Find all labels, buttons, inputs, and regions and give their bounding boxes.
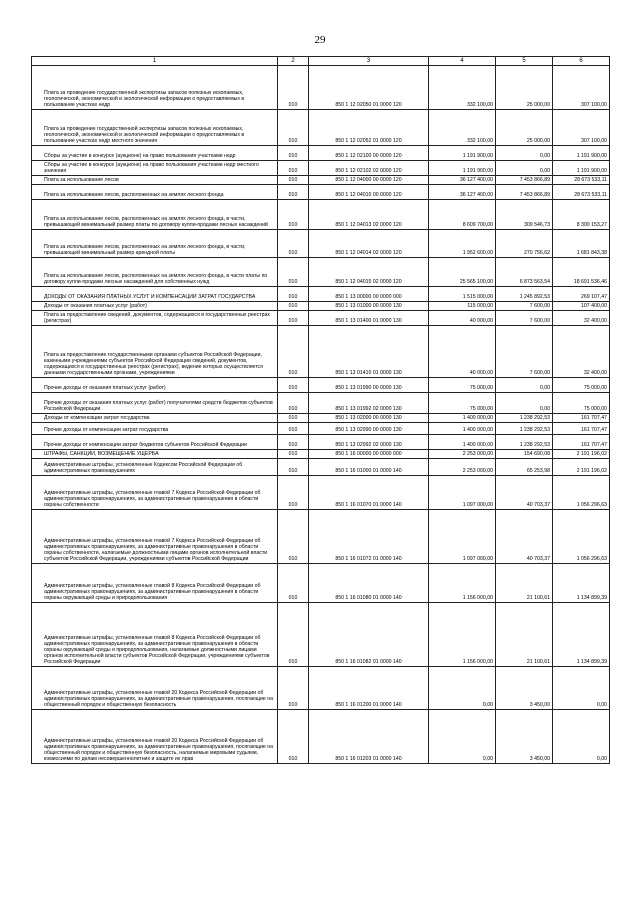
table-row: [32, 603, 610, 667]
row-name-cell: [32, 146, 278, 161]
remaining-amount-cell: 18 691 536,46: [553, 258, 610, 287]
row-name-text: Плата за предоставление сведений, документов, содержащихся в государственных реестрах (регистрах): [44, 311, 270, 324]
budget-code-cell: 850 1 13 00000 00 0000 000: [309, 287, 429, 302]
row-name-cell: [32, 564, 278, 603]
remaining-amount-cell: 32 400,00: [553, 326, 610, 378]
row-name-cell: [32, 450, 278, 459]
row-name-text: Плата за использование лесов, расположенных на землях лесного фонда, в части, превышающей минимальный размер арендной платы: [44, 243, 246, 256]
remaining-amount-cell: 75 000,00: [553, 378, 610, 393]
planned-amount-cell: 1 191 900,00: [429, 146, 496, 161]
row-name-text: Сборы за участие в конкурсе (аукционе) на право пользования участками недр местного значения: [44, 161, 259, 174]
row-code-cell: 010: [278, 450, 309, 459]
executed-amount-cell: 7 453 866,89: [496, 176, 553, 185]
row-name-cell: [32, 459, 278, 476]
table-row: [32, 326, 610, 378]
row-name-text: Плата за проведение государственной экспертизы запасов полезных ископаемых, геологической, экономической и экологической информации о предоставляемых в пользование участках недр местного значения: [44, 125, 245, 144]
row-code-cell: 010: [278, 564, 309, 603]
executed-amount-cell: 1 238 292,53: [496, 423, 553, 435]
row-name-text: ДОХОДЫ ОТ ОКАЗАНИЯ ПЛАТНЫХ УСЛУГ И КОМПЕНСАЦИИ ЗАТРАТ ГОСУДАРСТВА: [44, 293, 256, 300]
row-code-cell: 010: [278, 414, 309, 423]
row-name-text: Доходы от оказания платных услуг (работ): [44, 302, 147, 309]
row-name-cell: [32, 311, 278, 326]
row-name-cell: [32, 287, 278, 302]
row-code-cell: 010: [278, 258, 309, 287]
revenue-table: [31, 56, 610, 764]
budget-code-cell: 850 1 13 02992 02 0000 130: [309, 435, 429, 450]
row-code-cell: 010: [278, 230, 309, 258]
table-row: [32, 667, 610, 710]
row-code-cell: 010: [278, 66, 309, 110]
budget-code-cell: 850 1 16 01203 01 0000 140: [309, 710, 429, 764]
row-name-text: Прочие доходы от оказания платных услуг (работ): [44, 384, 166, 391]
row-name-text: Административные штрафы, установленные главой 7 Кодекса Российской Федерации об административных правонарушениях, за административные правонарушения в области охраны собственности, налагаемые должностными лицами органов исполнительной власти субъектов Российской Федерации, учреждениями субъектов Российской Федерации: [44, 537, 268, 562]
remaining-amount-cell: 8 300 153,27: [553, 200, 610, 230]
table-row: [32, 146, 610, 161]
table-row: [32, 510, 610, 564]
executed-amount-cell: 25 000,00: [496, 66, 553, 110]
row-code-cell: 010: [278, 311, 309, 326]
budget-code-cell: 850 1 16 01070 01 0000 140: [309, 476, 429, 510]
remaining-amount-cell: 307 100,00: [553, 110, 610, 146]
row-name-cell: [32, 510, 278, 564]
table-row: [32, 435, 610, 450]
budget-code-cell: 850 1 12 04010 00 0000 120: [309, 185, 429, 200]
table-row: [32, 230, 610, 258]
row-code-cell: 010: [278, 378, 309, 393]
row-name-cell: [32, 176, 278, 185]
row-code-cell: 010: [278, 667, 309, 710]
row-code-cell: 010: [278, 476, 309, 510]
planned-amount-cell: 40 000,00: [429, 311, 496, 326]
remaining-amount-cell: 307 100,00: [553, 66, 610, 110]
row-name-text: Прочие доходы от компенсации затрат государства: [44, 426, 169, 433]
row-name-text: Прочие доходы от оказания платных услуг (работ) получателями средств бюджетов субъектов Российской Федерации: [44, 399, 273, 412]
row-name-text: Плата за использование лесов, расположенных на землях лесного фонда, в части, превышающей минимальный размер платы по договору купли-продажи лесных насаждений: [44, 215, 268, 228]
row-name-cell: [32, 603, 278, 667]
remaining-amount-cell: 2 191 196,02: [553, 459, 610, 476]
executed-amount-cell: 0,00: [496, 161, 553, 176]
row-name-cell: [32, 710, 278, 764]
page-number: 29: [314, 34, 326, 46]
row-name-cell: [32, 378, 278, 393]
planned-amount-cell: 1 400 000,00: [429, 435, 496, 450]
planned-amount-cell: 1 400 000,00: [429, 414, 496, 423]
budget-code-cell: 850 1 12 04000 00 0000 120: [309, 176, 429, 185]
planned-amount-cell: 75 000,00: [429, 393, 496, 414]
row-name-text: Плата за использование лесов: [44, 176, 119, 183]
planned-amount-cell: 0,00: [429, 710, 496, 764]
row-name-text: Плата за использование лесов, расположенных на землях лесного фонда, в части платы по договору купли-продажи лесных насаждений для собственных нужд: [44, 272, 268, 285]
planned-amount-cell: 36 127 400,00: [429, 176, 496, 185]
table-row: [32, 564, 610, 603]
table-row: [32, 378, 610, 393]
budget-code-cell: 850 1 13 01400 01 0000 130: [309, 311, 429, 326]
remaining-amount-cell: 161 707,47: [553, 435, 610, 450]
row-code-cell: 010: [278, 302, 309, 311]
planned-amount-cell: 1 952 600,00: [429, 230, 496, 258]
row-name-cell: [32, 326, 278, 378]
row-name-cell: [32, 393, 278, 414]
remaining-amount-cell: 161 707,47: [553, 423, 610, 435]
row-name-text: Плата за предоставление государственными органами субъектов Российской Федерации, казенными учреждениями субъектов Российской Федерации сведений, документов, содержащихся в государственных реестрах (регистрах), ведение которых осуществляется данными государственными органами, учреждениями: [44, 351, 263, 376]
executed-amount-cell: 65 253,98: [496, 459, 553, 476]
planned-amount-cell: 1 191 900,00: [429, 161, 496, 176]
row-name-text: Административные штрафы, установленные главой 8 Кодекса Российской Федерации об административных правонарушениях, за административные правонарушения в области охраны окружающей среды и природопользования: [44, 582, 261, 601]
table-row: [32, 311, 610, 326]
planned-amount-cell: 1 156 000,00: [429, 603, 496, 667]
row-code-cell: 010: [278, 200, 309, 230]
row-code-cell: 010: [278, 161, 309, 176]
remaining-amount-cell: 1 191 900,00: [553, 161, 610, 176]
executed-amount-cell: 154 690,08: [496, 450, 553, 459]
budget-code-cell: 850 1 16 01080 01 0000 140: [309, 564, 429, 603]
row-name-text: Административные штрафы, установленные главой 20 Кодекса Российской Федерации об административных правонарушениях, за административные правонарушения, посягающие на общественный порядок и общественную безопасность, налагаемые мировыми судьями, комиссиями по делам несовершеннолетних и защите их прав: [44, 737, 273, 762]
table-row: [32, 185, 610, 200]
planned-amount-cell: 1 097 000,00: [429, 476, 496, 510]
column-header: 3: [309, 57, 429, 66]
row-name-text: Сборы за участие в конкурсе (аукционе) на право пользования участками недр: [44, 152, 236, 159]
row-code-cell: 010: [278, 185, 309, 200]
table-row: [32, 161, 610, 176]
table-row: [32, 414, 610, 423]
executed-amount-cell: 7 600,00: [496, 302, 553, 311]
table-row: [32, 302, 610, 311]
remaining-amount-cell: 0,00: [553, 667, 610, 710]
row-code-cell: 010: [278, 146, 309, 161]
executed-amount-cell: 1 245 892,53: [496, 287, 553, 302]
row-name-cell: [32, 66, 278, 110]
executed-amount-cell: 0,00: [496, 393, 553, 414]
budget-code-cell: 850 1 12 04013 02 0000 120: [309, 200, 429, 230]
executed-amount-cell: 40 703,37: [496, 476, 553, 510]
row-name-text: Прочие доходы от компенсации затрат бюджетов субъектов Российской Федерации: [44, 441, 247, 448]
executed-amount-cell: 3 450,00: [496, 710, 553, 764]
row-name-text: Доходы от компенсации затрат государства: [44, 414, 150, 421]
budget-code-cell: 850 1 16 01082 01 0000 140: [309, 603, 429, 667]
row-code-cell: 010: [278, 710, 309, 764]
row-name-text: Административные штрафы, установленные главой 8 Кодекса Российской Федерации об административных правонарушениях, за административные правонарушения в области охраны окружающей среды и природопользования, налагаемые должностными лицами органов исполнительной власти субъектов Российской Федерации, учреждениями субъектов Российской Федерации: [44, 634, 270, 665]
column-header: 4: [429, 57, 496, 66]
row-code-cell: 010: [278, 393, 309, 414]
table-row: [32, 710, 610, 764]
row-code-cell: 010: [278, 423, 309, 435]
budget-code-cell: 850 1 12 04015 02 0000 120: [309, 258, 429, 287]
table-row: [32, 66, 610, 110]
column-header: 6: [553, 57, 610, 66]
row-name-cell: [32, 414, 278, 423]
remaining-amount-cell: 1 056 296,63: [553, 476, 610, 510]
row-name-cell: [32, 258, 278, 287]
row-code-cell: 010: [278, 603, 309, 667]
row-name-text: Административные штрафы, установленные Кодексом Российской Федерации об административных правонарушениях: [44, 461, 243, 474]
row-name-text: Плата за использование лесов, расположенных на землях лесного фонда: [44, 191, 224, 198]
row-name-text: Административные штрафы, установленные главой 20 Кодекса Российской Федерации об административных правонарушениях, за административные правонарушения, посягающие на общественный порядок и общественную безопасность: [44, 689, 273, 708]
executed-amount-cell: 1 238 292,53: [496, 414, 553, 423]
budget-code-cell: 850 1 13 02990 00 0000 130: [309, 423, 429, 435]
planned-amount-cell: 115 000,00: [429, 302, 496, 311]
column-header: 5: [496, 57, 553, 66]
budget-code-cell: 850 1 12 02052 01 0000 120: [309, 110, 429, 146]
executed-amount-cell: 0,00: [496, 146, 553, 161]
table-row: [32, 200, 610, 230]
planned-amount-cell: 1 156 000,00: [429, 564, 496, 603]
row-name-text: Плата за проведение государственной экспертизы запасов полезных ископаемых, геологической, экономической и экологической информации о предоставляемых в пользование участках недр: [44, 89, 245, 108]
executed-amount-cell: 7 600,00: [496, 326, 553, 378]
table-row: [32, 110, 610, 146]
table-row: [32, 450, 610, 459]
remaining-amount-cell: 28 673 533,11: [553, 176, 610, 185]
planned-amount-cell: 1 097 000,00: [429, 510, 496, 564]
remaining-amount-cell: 32 400,00: [553, 311, 610, 326]
row-name-cell: [32, 302, 278, 311]
executed-amount-cell: 6 873 563,54: [496, 258, 553, 287]
planned-amount-cell: 40 000,00: [429, 326, 496, 378]
budget-code-cell: 850 1 16 01200 01 0000 140: [309, 667, 429, 710]
executed-amount-cell: 40 703,37: [496, 510, 553, 564]
remaining-amount-cell: 2 191 196,02: [553, 450, 610, 459]
row-code-cell: 010: [278, 110, 309, 146]
row-name-cell: [32, 110, 278, 146]
budget-code-cell: 850 1 16 01000 01 0000 140: [309, 459, 429, 476]
planned-amount-cell: 1 400 000,00: [429, 423, 496, 435]
budget-code-cell: 850 1 13 01990 00 0000 130: [309, 378, 429, 393]
executed-amount-cell: 0,00: [496, 378, 553, 393]
row-name-text: ШТРАФЫ, САНКЦИИ, ВОЗМЕЩЕНИЕ УЩЕРБА: [44, 450, 159, 457]
row-code-cell: 010: [278, 176, 309, 185]
planned-amount-cell: 36 127 400,00: [429, 185, 496, 200]
row-code-cell: 010: [278, 435, 309, 450]
executed-amount-cell: 1 238 292,53: [496, 435, 553, 450]
remaining-amount-cell: 1 191 900,00: [553, 146, 610, 161]
remaining-amount-cell: 1 134 899,39: [553, 603, 610, 667]
planned-amount-cell: 75 000,00: [429, 378, 496, 393]
executed-amount-cell: 21 100,61: [496, 564, 553, 603]
table-row: [32, 176, 610, 185]
row-name-text: Административные штрафы, установленные главой 7 Кодекса Российской Федерации об административных правонарушениях, за административные правонарушения в области охраны собственности: [44, 489, 261, 508]
table-row: [32, 258, 610, 287]
budget-code-cell: 850 1 13 01410 01 0000 130: [309, 326, 429, 378]
remaining-amount-cell: 1 056 296,63: [553, 510, 610, 564]
planned-amount-cell: 8 609 700,00: [429, 200, 496, 230]
row-code-cell: 010: [278, 459, 309, 476]
remaining-amount-cell: 1 134 899,39: [553, 564, 610, 603]
executed-amount-cell: 21 100,61: [496, 603, 553, 667]
remaining-amount-cell: 28 673 533,11: [553, 185, 610, 200]
budget-code-cell: 850 1 13 02000 00 0000 130: [309, 414, 429, 423]
executed-amount-cell: 270 756,62: [496, 230, 553, 258]
remaining-amount-cell: 161 707,47: [553, 414, 610, 423]
remaining-amount-cell: 1 681 843,38: [553, 230, 610, 258]
budget-code-cell: 850 1 12 02102 02 0000 120: [309, 161, 429, 176]
row-name-cell: [32, 423, 278, 435]
budget-code-cell: 850 1 12 04014 02 0000 120: [309, 230, 429, 258]
table-header-row: [32, 57, 610, 66]
column-header: 1: [32, 57, 278, 66]
table-row: [32, 287, 610, 302]
executed-amount-cell: 3 450,00: [496, 667, 553, 710]
remaining-amount-cell: 0,00: [553, 710, 610, 764]
row-name-cell: [32, 230, 278, 258]
executed-amount-cell: 7 600,00: [496, 311, 553, 326]
row-code-cell: 010: [278, 287, 309, 302]
budget-code-cell: 850 1 12 02050 01 0000 120: [309, 66, 429, 110]
planned-amount-cell: 2 253 000,00: [429, 459, 496, 476]
table-row: [32, 423, 610, 435]
column-header: 2: [278, 57, 309, 66]
row-name-cell: [32, 185, 278, 200]
executed-amount-cell: 25 000,00: [496, 110, 553, 146]
budget-code-cell: 850 1 12 02100 00 0000 120: [309, 146, 429, 161]
planned-amount-cell: 2 253 000,00: [429, 450, 496, 459]
row-name-cell: [32, 200, 278, 230]
planned-amount-cell: 332 100,00: [429, 66, 496, 110]
table-row: [32, 393, 610, 414]
row-name-cell: [32, 476, 278, 510]
row-name-cell: [32, 435, 278, 450]
row-name-cell: [32, 667, 278, 710]
row-code-cell: 010: [278, 326, 309, 378]
executed-amount-cell: 309 546,73: [496, 200, 553, 230]
remaining-amount-cell: 107 400,00: [553, 302, 610, 311]
planned-amount-cell: 1 515 000,00: [429, 287, 496, 302]
planned-amount-cell: 0,00: [429, 667, 496, 710]
row-code-cell: 010: [278, 510, 309, 564]
table-row: [32, 459, 610, 476]
remaining-amount-cell: 75 000,00: [553, 393, 610, 414]
remaining-amount-cell: 269 107,47: [553, 287, 610, 302]
budget-code-cell: 850 1 13 01992 02 0000 130: [309, 393, 429, 414]
budget-code-cell: 850 1 13 01000 00 0000 130: [309, 302, 429, 311]
planned-amount-cell: 332 100,00: [429, 110, 496, 146]
executed-amount-cell: 7 453 866,89: [496, 185, 553, 200]
row-name-cell: [32, 161, 278, 176]
table-row: [32, 476, 610, 510]
budget-code-cell: 850 1 16 00000 00 0000 000: [309, 450, 429, 459]
budget-code-cell: 850 1 16 01072 01 0000 140: [309, 510, 429, 564]
planned-amount-cell: 25 565 100,00: [429, 258, 496, 287]
